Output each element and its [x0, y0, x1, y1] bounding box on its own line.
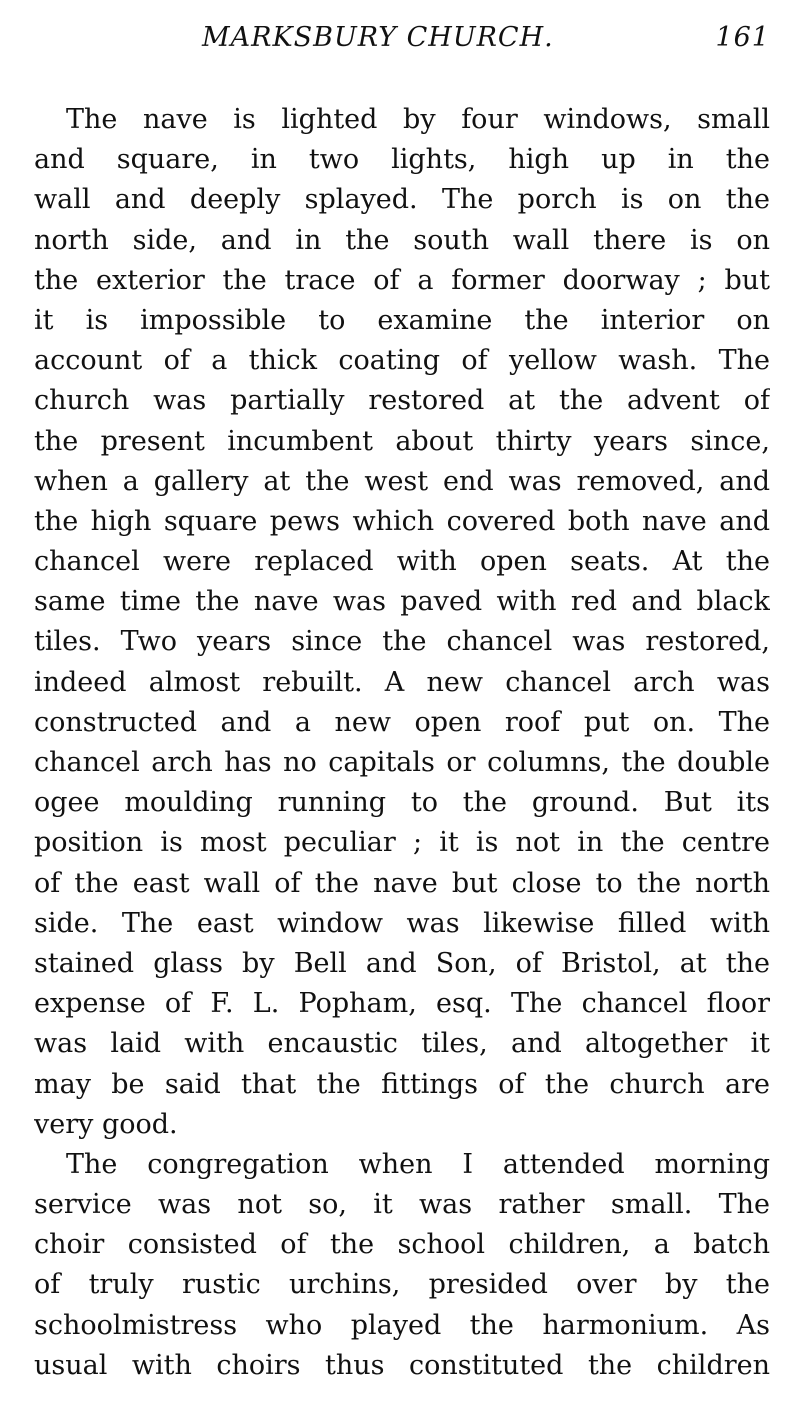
text-line: position is most peculiar ; it is not in the centre: [34, 827, 770, 859]
text-line: ogee moulding running to the ground. But its: [34, 787, 770, 819]
text-line: church was partially restored at the advent of: [34, 385, 770, 417]
text-line: chancel arch has no capitals or columns, the double: [34, 747, 770, 778]
text-line: stained glass by Bell and Son, of Bristol, at the: [34, 947, 770, 979]
text-line: The congregation when I attended morning: [66, 1148, 770, 1180]
text-line: service was not so, it was rather small. The: [34, 1189, 770, 1221]
text-line: account of a thick coating of yellow wash. The: [34, 345, 770, 377]
text-line: tiles. Two years since the chancel was restored,: [34, 626, 770, 658]
text-line: The nave is lighted by four windows, small: [66, 104, 770, 135]
text-line: same time the nave was paved with red and black: [34, 586, 770, 618]
text-line: when a gallery at the west end was removed, and: [34, 465, 770, 497]
text-line: the high square pews which covered both nave and: [34, 505, 770, 537]
text-line: of the east wall of the nave but close to the north: [34, 867, 770, 899]
text-line: and square, in two lights, high up in the: [34, 144, 770, 176]
text-line: chancel were replaced with open seats. At the: [34, 546, 770, 578]
body-text: [34, 100, 770, 1386]
text-line: of truly rustic urchins, presided over by the: [34, 1269, 770, 1301]
text-line: north side, and in the south wall there is on: [34, 224, 770, 256]
text-line: constructed and a new open roof put on. The: [34, 706, 770, 738]
running-title: MARKSBURY CHURCH.: [202, 22, 554, 53]
text-line: usual with choirs thus constituted the children: [34, 1349, 770, 1381]
text-line: very good.: [34, 1108, 178, 1140]
text-line: the present incumbent about thirty years since,: [34, 425, 770, 457]
text-line: wall and deeply splayed. The porch is on the: [34, 184, 770, 216]
paragraph-1: [34, 100, 770, 1145]
text-line: choir consisted of the school children, a batch: [34, 1229, 770, 1261]
text-line: side. The east window was likewise filled with: [34, 907, 770, 939]
text-line: indeed almost rebuilt. A new chancel arch was: [34, 666, 770, 698]
running-head: [34, 22, 770, 58]
text-line: it is impossible to examine the interior on: [34, 304, 770, 336]
paragraph-2: [34, 1145, 770, 1386]
page-number: 161: [715, 22, 770, 53]
text-line: was laid with encaustic tiles, and altogether it: [34, 1028, 770, 1060]
text-line: the exterior the trace of a former doorway ; but: [34, 264, 770, 296]
text-line: expense of F. L. Popham, esq. The chancel floor: [34, 988, 770, 1020]
text-line: may be said that the fittings of the church are: [34, 1068, 770, 1100]
text-line: schoolmistress who played the harmonium. As: [34, 1309, 770, 1341]
